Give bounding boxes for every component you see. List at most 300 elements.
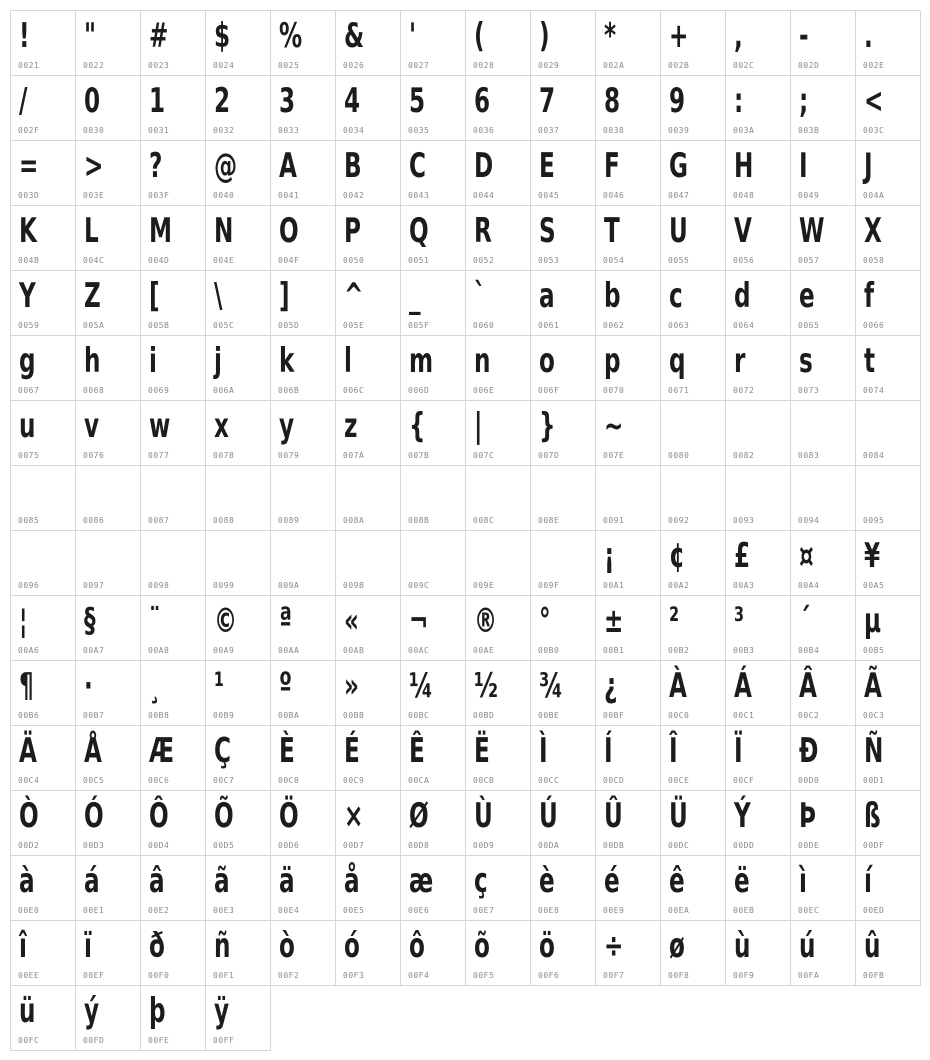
glyph-codepoint: 0071 (668, 386, 690, 395)
glyph-char: 3 (279, 81, 296, 121)
glyph-codepoint: 006C (343, 386, 365, 395)
glyph-codepoint: 00C6 (148, 776, 170, 785)
glyph-char: À (669, 666, 687, 706)
glyph-cell (11, 531, 76, 596)
glyph-cell (596, 856, 661, 921)
glyph-char: ¬ (409, 601, 429, 641)
glyph-codepoint: 0082 (733, 451, 755, 460)
glyph-char: Í (604, 731, 613, 771)
glyph-char: R (474, 211, 492, 251)
glyph-cell (11, 271, 76, 336)
glyph-char: Ã (864, 666, 882, 706)
glyph-cell (661, 11, 726, 76)
glyph-codepoint: 00AB (343, 646, 365, 655)
glyph-cell (11, 336, 76, 401)
glyph-char: | (474, 406, 483, 446)
glyph-char: n (474, 341, 491, 381)
glyph-codepoint: 002C (733, 61, 755, 70)
glyph-cell (401, 11, 466, 76)
glyph-codepoint: 00B5 (863, 646, 885, 655)
glyph-cell (141, 596, 206, 661)
glyph-cell (726, 726, 791, 791)
glyph-codepoint: 007D (538, 451, 560, 460)
glyph-char: ¢ (669, 536, 686, 576)
glyph-cell (11, 726, 76, 791)
glyph-char: ? (149, 146, 163, 186)
glyph-cell (271, 466, 336, 531)
glyph-cell (531, 726, 596, 791)
glyph-codepoint: 00F0 (148, 971, 170, 980)
glyph-char: ) (539, 16, 550, 56)
glyph-char: i (149, 341, 157, 381)
glyph-cell (791, 11, 856, 76)
glyph-char: > (84, 146, 104, 186)
glyph-cell (206, 856, 271, 921)
glyph-cell (401, 856, 466, 921)
glyph-codepoint: 00F6 (538, 971, 560, 980)
glyph-cell (401, 401, 466, 466)
glyph-cell (336, 856, 401, 921)
glyph-cell (336, 76, 401, 141)
glyph-codepoint: 0065 (798, 321, 820, 330)
glyph-codepoint: 0050 (343, 256, 365, 265)
glyph-char: U (669, 211, 688, 251)
glyph-char: 9 (669, 81, 686, 121)
glyph-cell (466, 921, 531, 986)
glyph-cell (76, 11, 141, 76)
glyph-cell (401, 921, 466, 986)
glyph-cell (11, 401, 76, 466)
glyph-cell (11, 856, 76, 921)
glyph-char: Ì (539, 731, 548, 771)
glyph-cell (531, 271, 596, 336)
glyph-codepoint: 00B2 (668, 646, 690, 655)
glyph-codepoint: 00B9 (213, 711, 235, 720)
glyph-cell (661, 596, 726, 661)
glyph-cell (141, 531, 206, 596)
glyph-codepoint: 0087 (148, 516, 170, 525)
glyph-codepoint: 0072 (733, 386, 755, 395)
glyph-char: ³ (734, 601, 745, 641)
glyph-codepoint: 00CE (668, 776, 690, 785)
glyph-codepoint: 0088 (213, 516, 235, 525)
glyph-codepoint: 00C7 (213, 776, 235, 785)
glyph-char: ü (19, 991, 36, 1031)
glyph-codepoint: 009A (278, 581, 300, 590)
glyph-cell (791, 206, 856, 271)
glyph-char: & (344, 16, 365, 56)
glyph-char: Ö (279, 796, 299, 836)
glyph-char: ÷ (604, 926, 624, 966)
glyph-char: 2 (214, 81, 231, 121)
glyph-codepoint: 00FB (863, 971, 885, 980)
glyph-cell (336, 726, 401, 791)
glyph-codepoint: 003E (83, 191, 105, 200)
glyph-char: v (84, 406, 100, 446)
glyph-char: ã (214, 861, 230, 901)
glyph-cell (336, 596, 401, 661)
glyph-char: Ô (149, 796, 169, 836)
glyph-cell (531, 791, 596, 856)
glyph-codepoint: 00E6 (408, 906, 430, 915)
glyph-char: Ê (409, 731, 425, 771)
glyph-codepoint: 0039 (668, 126, 690, 135)
glyph-codepoint: 0040 (213, 191, 235, 200)
glyph-codepoint: 0058 (863, 256, 885, 265)
glyph-cell (141, 401, 206, 466)
glyph-cell (336, 271, 401, 336)
glyph-cell (596, 531, 661, 596)
glyph-codepoint: 0055 (668, 256, 690, 265)
glyph-codepoint: 005D (278, 321, 300, 330)
glyph-char: Æ (149, 731, 175, 771)
glyph-codepoint: 007C (473, 451, 495, 460)
glyph-cell (791, 271, 856, 336)
glyph-char: ô (409, 926, 425, 966)
glyph-codepoint: 00FD (83, 1036, 105, 1045)
glyph-cell (271, 206, 336, 271)
glyph-char: Ð (799, 731, 819, 771)
glyph-codepoint: 00DC (668, 841, 690, 850)
glyph-codepoint: 006E (473, 386, 495, 395)
glyph-char: s (799, 341, 813, 381)
glyph-codepoint: 009C (408, 581, 430, 590)
glyph-codepoint: 003F (148, 191, 170, 200)
glyph-cell (76, 466, 141, 531)
glyph-codepoint: 00A6 (18, 646, 40, 655)
glyph-codepoint: 00EA (668, 906, 690, 915)
glyph-char: ¼ (409, 666, 433, 706)
glyph-cell (726, 11, 791, 76)
glyph-char: ¤ (799, 536, 814, 576)
glyph-cell (856, 921, 921, 986)
glyph-codepoint: 0063 (668, 321, 690, 330)
glyph-char: / (19, 81, 28, 121)
glyph-cell (856, 11, 921, 76)
glyph-char: ¦ (19, 601, 28, 641)
glyph-char: F (604, 146, 620, 186)
glyph-char: Ò (19, 796, 39, 836)
glyph-char: ë (734, 861, 750, 901)
glyph-cell (791, 336, 856, 401)
glyph-codepoint: 00AA (278, 646, 300, 655)
glyph-char: Þ (799, 796, 817, 836)
glyph-char: ° (539, 601, 551, 641)
glyph-codepoint: 00F8 (668, 971, 690, 980)
glyph-cell (76, 661, 141, 726)
glyph-cell (206, 726, 271, 791)
glyph-codepoint: 00BF (603, 711, 625, 720)
glyph-char: X (864, 211, 882, 251)
glyph-cell (466, 336, 531, 401)
glyph-char: " (84, 16, 97, 56)
glyph-codepoint: 0076 (83, 451, 105, 460)
glyph-cell (661, 141, 726, 206)
glyph-cell (141, 661, 206, 726)
glyph-char: : (734, 81, 744, 121)
glyph-char: î (19, 926, 27, 966)
glyph-cell (271, 141, 336, 206)
glyph-codepoint: 0075 (18, 451, 40, 460)
glyph-cell (206, 206, 271, 271)
glyph-cell (271, 661, 336, 726)
glyph-cell (726, 206, 791, 271)
glyph-cell (76, 141, 141, 206)
glyph-char: C (409, 146, 426, 186)
glyph-char: Ø (409, 796, 429, 836)
glyph-codepoint: 007E (603, 451, 625, 460)
glyph-grid (10, 10, 920, 1051)
glyph-cell (401, 791, 466, 856)
glyph-cell (76, 206, 141, 271)
glyph-cell (791, 726, 856, 791)
glyph-codepoint: 00E1 (83, 906, 105, 915)
glyph-char: ® (474, 601, 498, 641)
glyph-char: Å (84, 731, 102, 771)
glyph-cell (401, 206, 466, 271)
glyph-codepoint: 008C (473, 516, 495, 525)
glyph-cell (401, 661, 466, 726)
glyph-codepoint: 003C (863, 126, 885, 135)
glyph-codepoint: 00CD (603, 776, 625, 785)
glyph-cell (661, 466, 726, 531)
glyph-char: S (539, 211, 556, 251)
glyph-codepoint: 00E2 (148, 906, 170, 915)
glyph-char: M (149, 211, 173, 251)
glyph-cell (791, 856, 856, 921)
glyph-cell (531, 596, 596, 661)
glyph-cell (76, 76, 141, 141)
glyph-codepoint: 005A (83, 321, 105, 330)
glyph-cell (726, 791, 791, 856)
glyph-codepoint: 0085 (18, 516, 40, 525)
glyph-cell (531, 11, 596, 76)
glyph-cell (531, 531, 596, 596)
glyph-cell (726, 531, 791, 596)
glyph-cell (661, 76, 726, 141)
glyph-char: b (604, 276, 621, 316)
glyph-char: è (539, 861, 555, 901)
glyph-char: l (344, 341, 352, 381)
glyph-codepoint: 007A (343, 451, 365, 460)
glyph-char: K (19, 211, 37, 251)
glyph-codepoint: 00F7 (603, 971, 625, 980)
glyph-codepoint: 00B0 (538, 646, 560, 655)
glyph-codepoint: 00D1 (863, 776, 885, 785)
glyph-char: ( (474, 16, 485, 56)
glyph-codepoint: 0034 (343, 126, 365, 135)
glyph-cell (596, 76, 661, 141)
glyph-char: { (409, 406, 426, 446)
glyph-cell (466, 76, 531, 141)
glyph-cell (271, 11, 336, 76)
glyph-char: Ó (84, 796, 104, 836)
glyph-cell (141, 726, 206, 791)
glyph-codepoint: 006B (278, 386, 300, 395)
glyph-cell (206, 336, 271, 401)
glyph-codepoint: 0067 (18, 386, 40, 395)
glyph-codepoint: 0045 (538, 191, 560, 200)
glyph-char: Ï (734, 731, 743, 771)
glyph-char: õ (474, 926, 490, 966)
glyph-cell (206, 986, 271, 1051)
glyph-char: , (734, 16, 743, 56)
glyph-char: ' (409, 16, 417, 56)
glyph-codepoint: 0054 (603, 256, 625, 265)
glyph-codepoint: 008A (343, 516, 365, 525)
glyph-char: ì (799, 861, 807, 901)
glyph-codepoint: 00C9 (343, 776, 365, 785)
glyph-cell (336, 921, 401, 986)
glyph-codepoint: 0036 (473, 126, 495, 135)
glyph-char: ` (474, 276, 486, 316)
glyph-codepoint: 00F1 (213, 971, 235, 980)
glyph-cell (206, 466, 271, 531)
glyph-cell (141, 466, 206, 531)
glyph-codepoint: 00A5 (863, 581, 885, 590)
glyph-cell (206, 271, 271, 336)
glyph-char: þ (149, 991, 166, 1031)
glyph-cell (596, 596, 661, 661)
glyph-char: 1 (149, 81, 166, 121)
glyph-char: Ë (474, 731, 490, 771)
glyph-codepoint: 003A (733, 126, 755, 135)
glyph-cell (141, 141, 206, 206)
glyph-char: ò (279, 926, 295, 966)
glyph-cell (661, 661, 726, 726)
glyph-cell (271, 726, 336, 791)
glyph-char: © (214, 601, 238, 641)
glyph-codepoint: 005F (408, 321, 430, 330)
glyph-codepoint: 005C (213, 321, 235, 330)
glyph-codepoint: 0095 (863, 516, 885, 525)
glyph-cell (661, 726, 726, 791)
glyph-cell (141, 921, 206, 986)
glyph-cell (11, 661, 76, 726)
glyph-codepoint: 0077 (148, 451, 170, 460)
glyph-cell (336, 531, 401, 596)
glyph-codepoint: 00BA (278, 711, 300, 720)
glyph-char: ² (669, 601, 680, 641)
glyph-char: t (864, 341, 876, 381)
glyph-char: V (734, 211, 752, 251)
glyph-char: z (344, 406, 358, 446)
glyph-cell (466, 791, 531, 856)
glyph-codepoint: 00C3 (863, 711, 885, 720)
glyph-char: Ý (734, 796, 751, 836)
glyph-char: Ù (474, 796, 493, 836)
glyph-cell (856, 271, 921, 336)
glyph-char: ê (669, 861, 685, 901)
glyph-codepoint: 00AC (408, 646, 430, 655)
glyph-cell (401, 596, 466, 661)
glyph-char: » (344, 666, 359, 706)
glyph-codepoint: 00B3 (733, 646, 755, 655)
glyph-cell (141, 986, 206, 1051)
glyph-codepoint: 006D (408, 386, 430, 395)
glyph-char: Ç (214, 731, 231, 771)
glyph-cell (141, 206, 206, 271)
glyph-codepoint: 002F (18, 126, 40, 135)
glyph-cell (206, 661, 271, 726)
glyph-codepoint: 00FE (148, 1036, 170, 1045)
glyph-codepoint: 0080 (668, 451, 690, 460)
glyph-cell (11, 11, 76, 76)
glyph-cell (531, 856, 596, 921)
glyph-codepoint: 00DD (733, 841, 755, 850)
glyph-codepoint: 0025 (278, 61, 300, 70)
glyph-codepoint: 00E5 (343, 906, 365, 915)
glyph-cell (336, 11, 401, 76)
glyph-cell (466, 726, 531, 791)
glyph-codepoint: 0021 (18, 61, 40, 70)
glyph-cell (336, 791, 401, 856)
glyph-char: + (669, 16, 689, 56)
glyph-char: g (19, 341, 36, 381)
glyph-codepoint: 00CA (408, 776, 430, 785)
glyph-codepoint: 004F (278, 256, 300, 265)
glyph-char: 6 (474, 81, 491, 121)
glyph-codepoint: 0094 (798, 516, 820, 525)
glyph-cell (466, 661, 531, 726)
glyph-cell (466, 141, 531, 206)
glyph-cell (661, 206, 726, 271)
glyph-codepoint: 00D3 (83, 841, 105, 850)
glyph-cell (401, 336, 466, 401)
glyph-codepoint: 0029 (538, 61, 560, 70)
glyph-char: } (539, 406, 556, 446)
glyph-char: < (864, 81, 884, 121)
glyph-codepoint: 00C4 (18, 776, 40, 785)
glyph-cell (206, 791, 271, 856)
glyph-cell (661, 856, 726, 921)
glyph-cell (206, 531, 271, 596)
glyph-codepoint: 0068 (83, 386, 105, 395)
glyph-char: h (84, 341, 101, 381)
glyph-cell (791, 141, 856, 206)
glyph-char: ø (669, 926, 685, 966)
glyph-codepoint: 003B (798, 126, 820, 135)
glyph-char: N (214, 211, 234, 251)
glyph-cell (596, 466, 661, 531)
glyph-codepoint: 00EE (18, 971, 40, 980)
glyph-codepoint: 0023 (148, 61, 170, 70)
glyph-cell (661, 791, 726, 856)
glyph-char: ¹ (214, 666, 225, 706)
glyph-cell (466, 401, 531, 466)
glyph-codepoint: 00A3 (733, 581, 755, 590)
glyph-cell (76, 271, 141, 336)
glyph-cell (466, 856, 531, 921)
glyph-cell (206, 76, 271, 141)
glyph-codepoint: 00BC (408, 711, 430, 720)
glyph-cell (791, 921, 856, 986)
glyph-char: D (474, 146, 494, 186)
glyph-cell (206, 11, 271, 76)
glyph-char: B (344, 146, 362, 186)
glyph-cell (11, 921, 76, 986)
glyph-cell (271, 271, 336, 336)
glyph-char: p (604, 341, 621, 381)
glyph-codepoint: 0089 (278, 516, 300, 525)
glyph-cell (76, 531, 141, 596)
glyph-codepoint: 00D6 (278, 841, 300, 850)
glyph-codepoint: 00BB (343, 711, 365, 720)
glyph-char: Á (734, 666, 752, 706)
glyph-char: á (84, 861, 100, 901)
glyph-char: G (669, 146, 688, 186)
glyph-codepoint: 00E4 (278, 906, 300, 915)
